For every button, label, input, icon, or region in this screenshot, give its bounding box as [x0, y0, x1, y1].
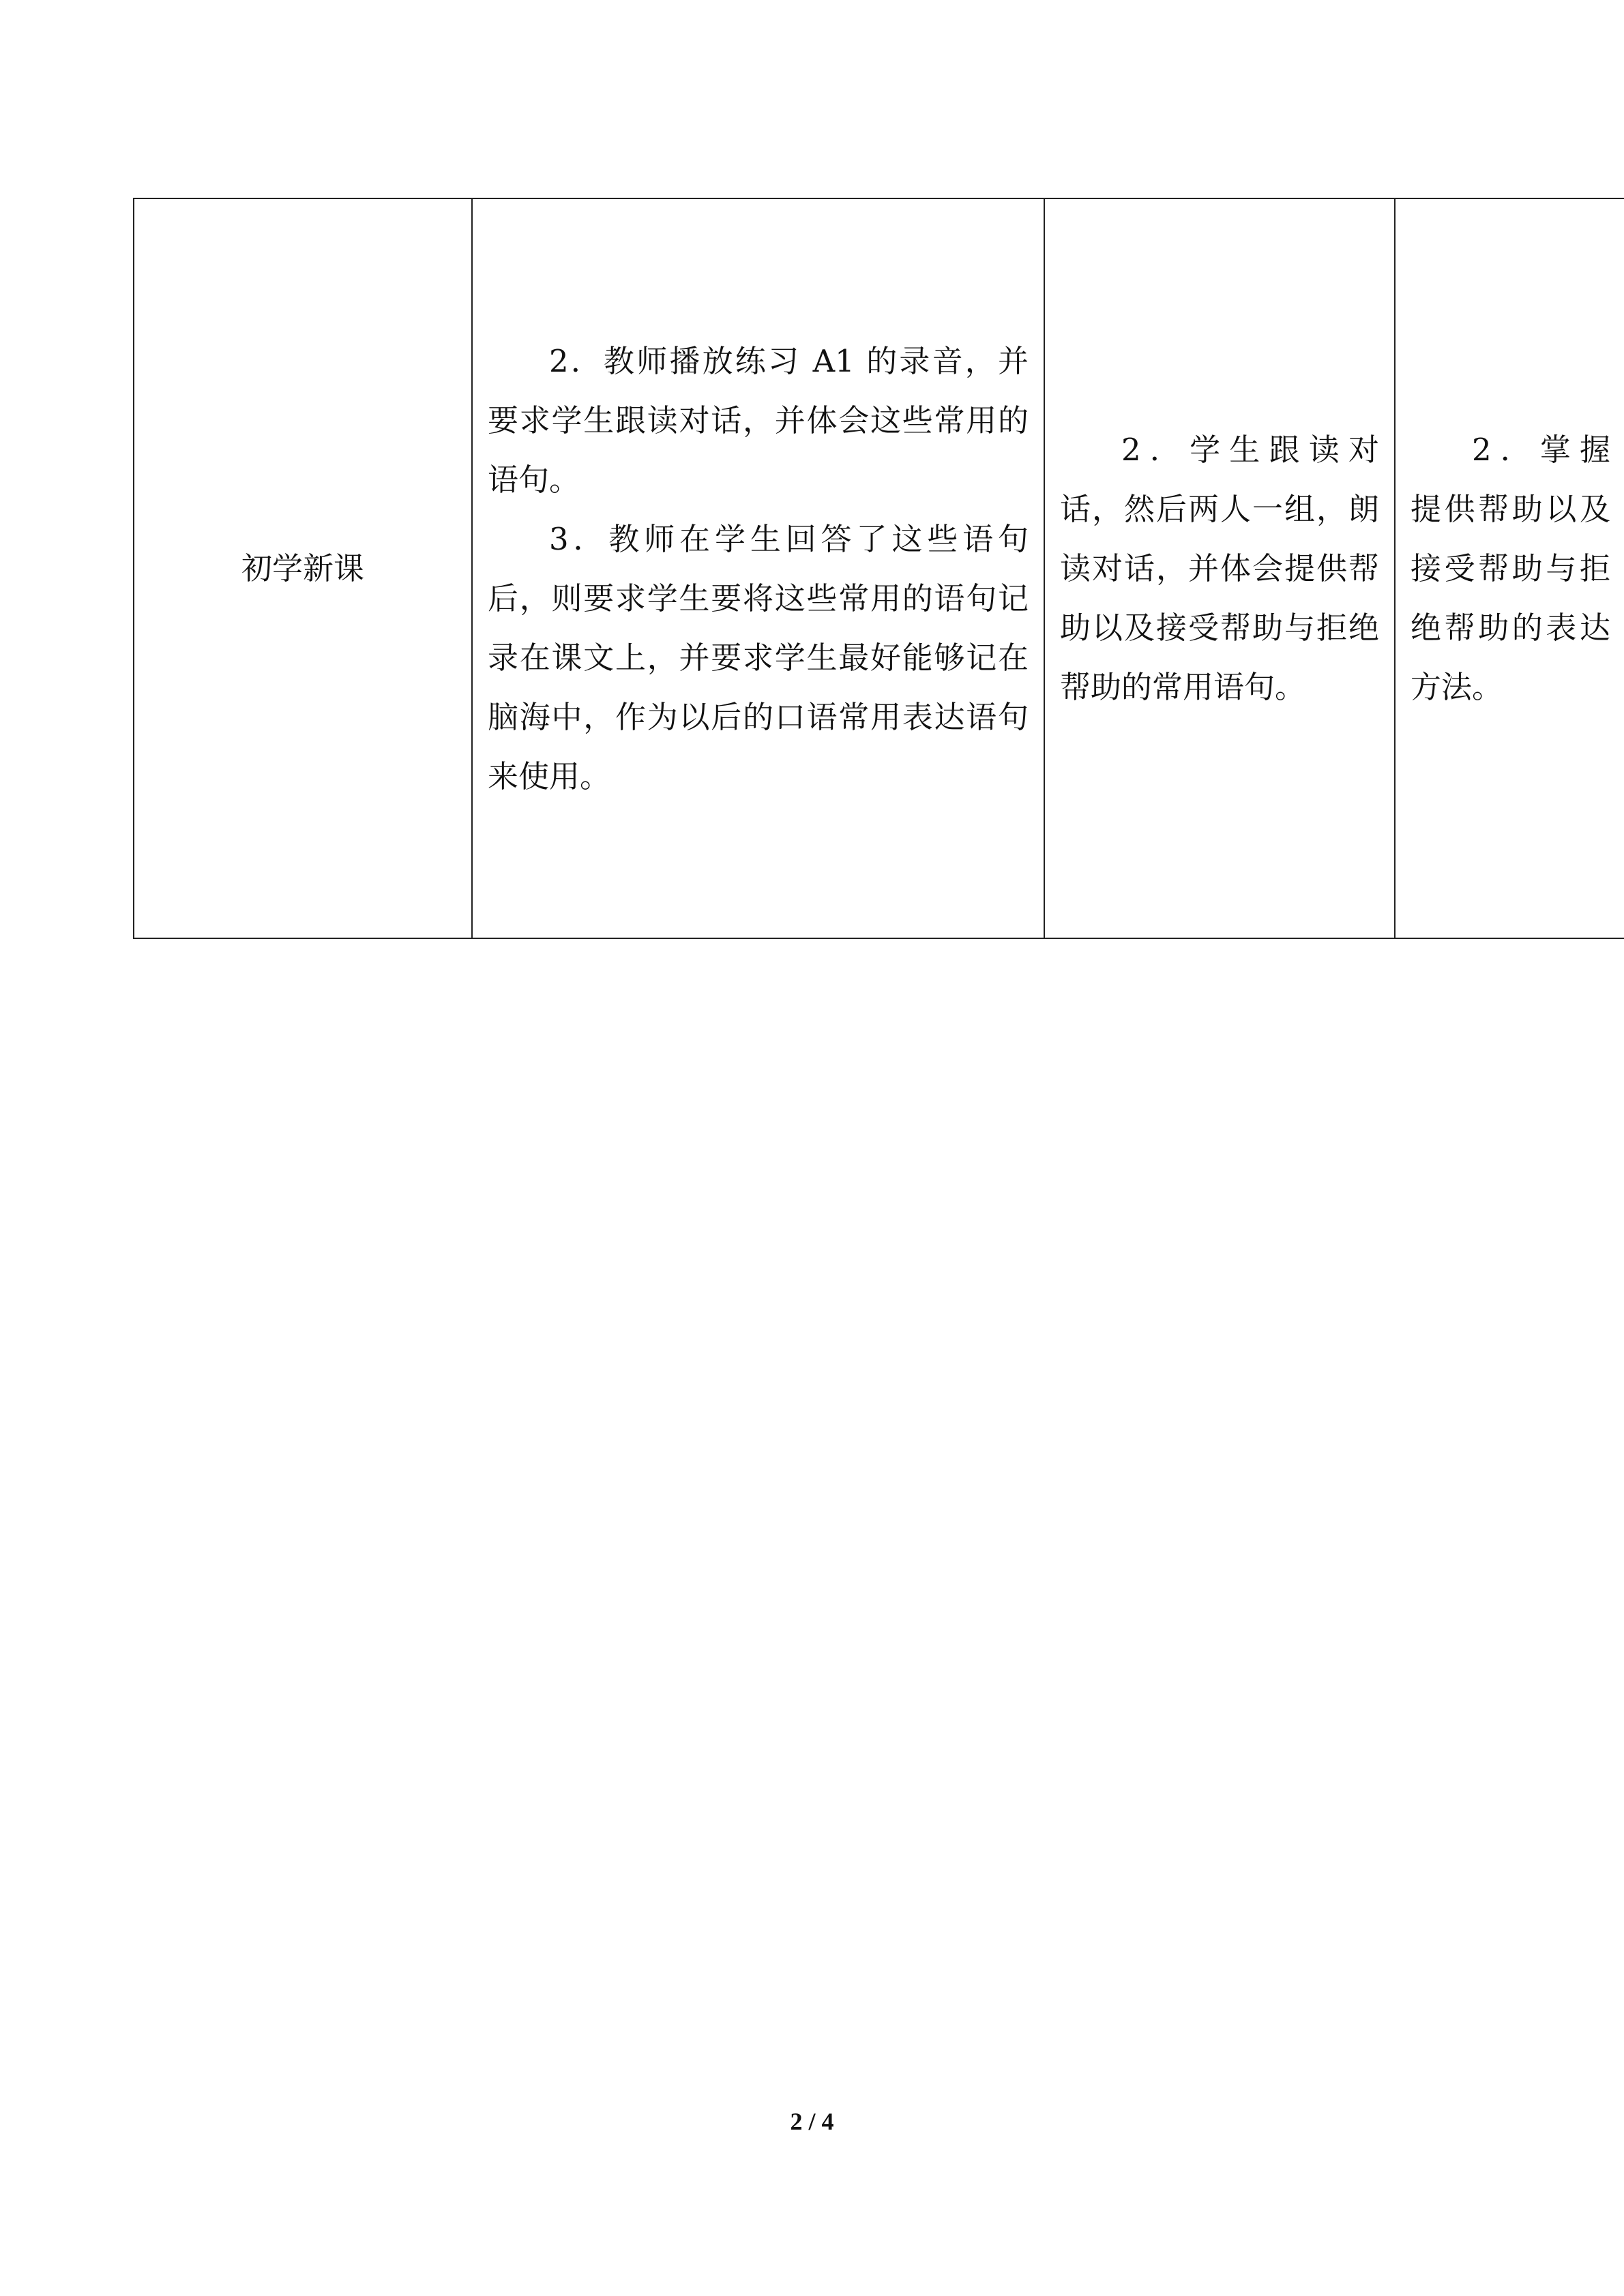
- teacher-activity-step-2: 2．教师播放练习 A1 的录音，并要求学生跟读对话，并体会这些常用的语句。: [488, 342, 1029, 498]
- teacher-activity-cell: [472, 198, 1044, 938]
- table-row: [134, 198, 1624, 938]
- stage-cell: [134, 198, 472, 938]
- design-purpose-cell: [1395, 198, 1624, 938]
- stage-label: 初学新课: [241, 550, 364, 586]
- student-activity-cell: [1044, 198, 1395, 938]
- page-number: 2 / 4: [790, 2108, 834, 2135]
- design-purpose-step-2: 2．掌握提供帮助以及接受帮助与拒绝帮助的表达方法。: [1411, 432, 1610, 705]
- teacher-activity-step-3: 3．教师在学生回答了这些语句后，则要求学生要将这些常用的语句记录在课文上，并要求学生最好能够记在脑海中，作为以后的口语常用表达语句来使用。: [488, 520, 1029, 794]
- student-activity-step-2: 2．学生跟读对话，然后两人一组，朗读对话，并体会提供帮助以及接受帮助与拒绝帮助的常用语句。: [1060, 432, 1379, 705]
- lesson-plan-table: [133, 198, 1624, 939]
